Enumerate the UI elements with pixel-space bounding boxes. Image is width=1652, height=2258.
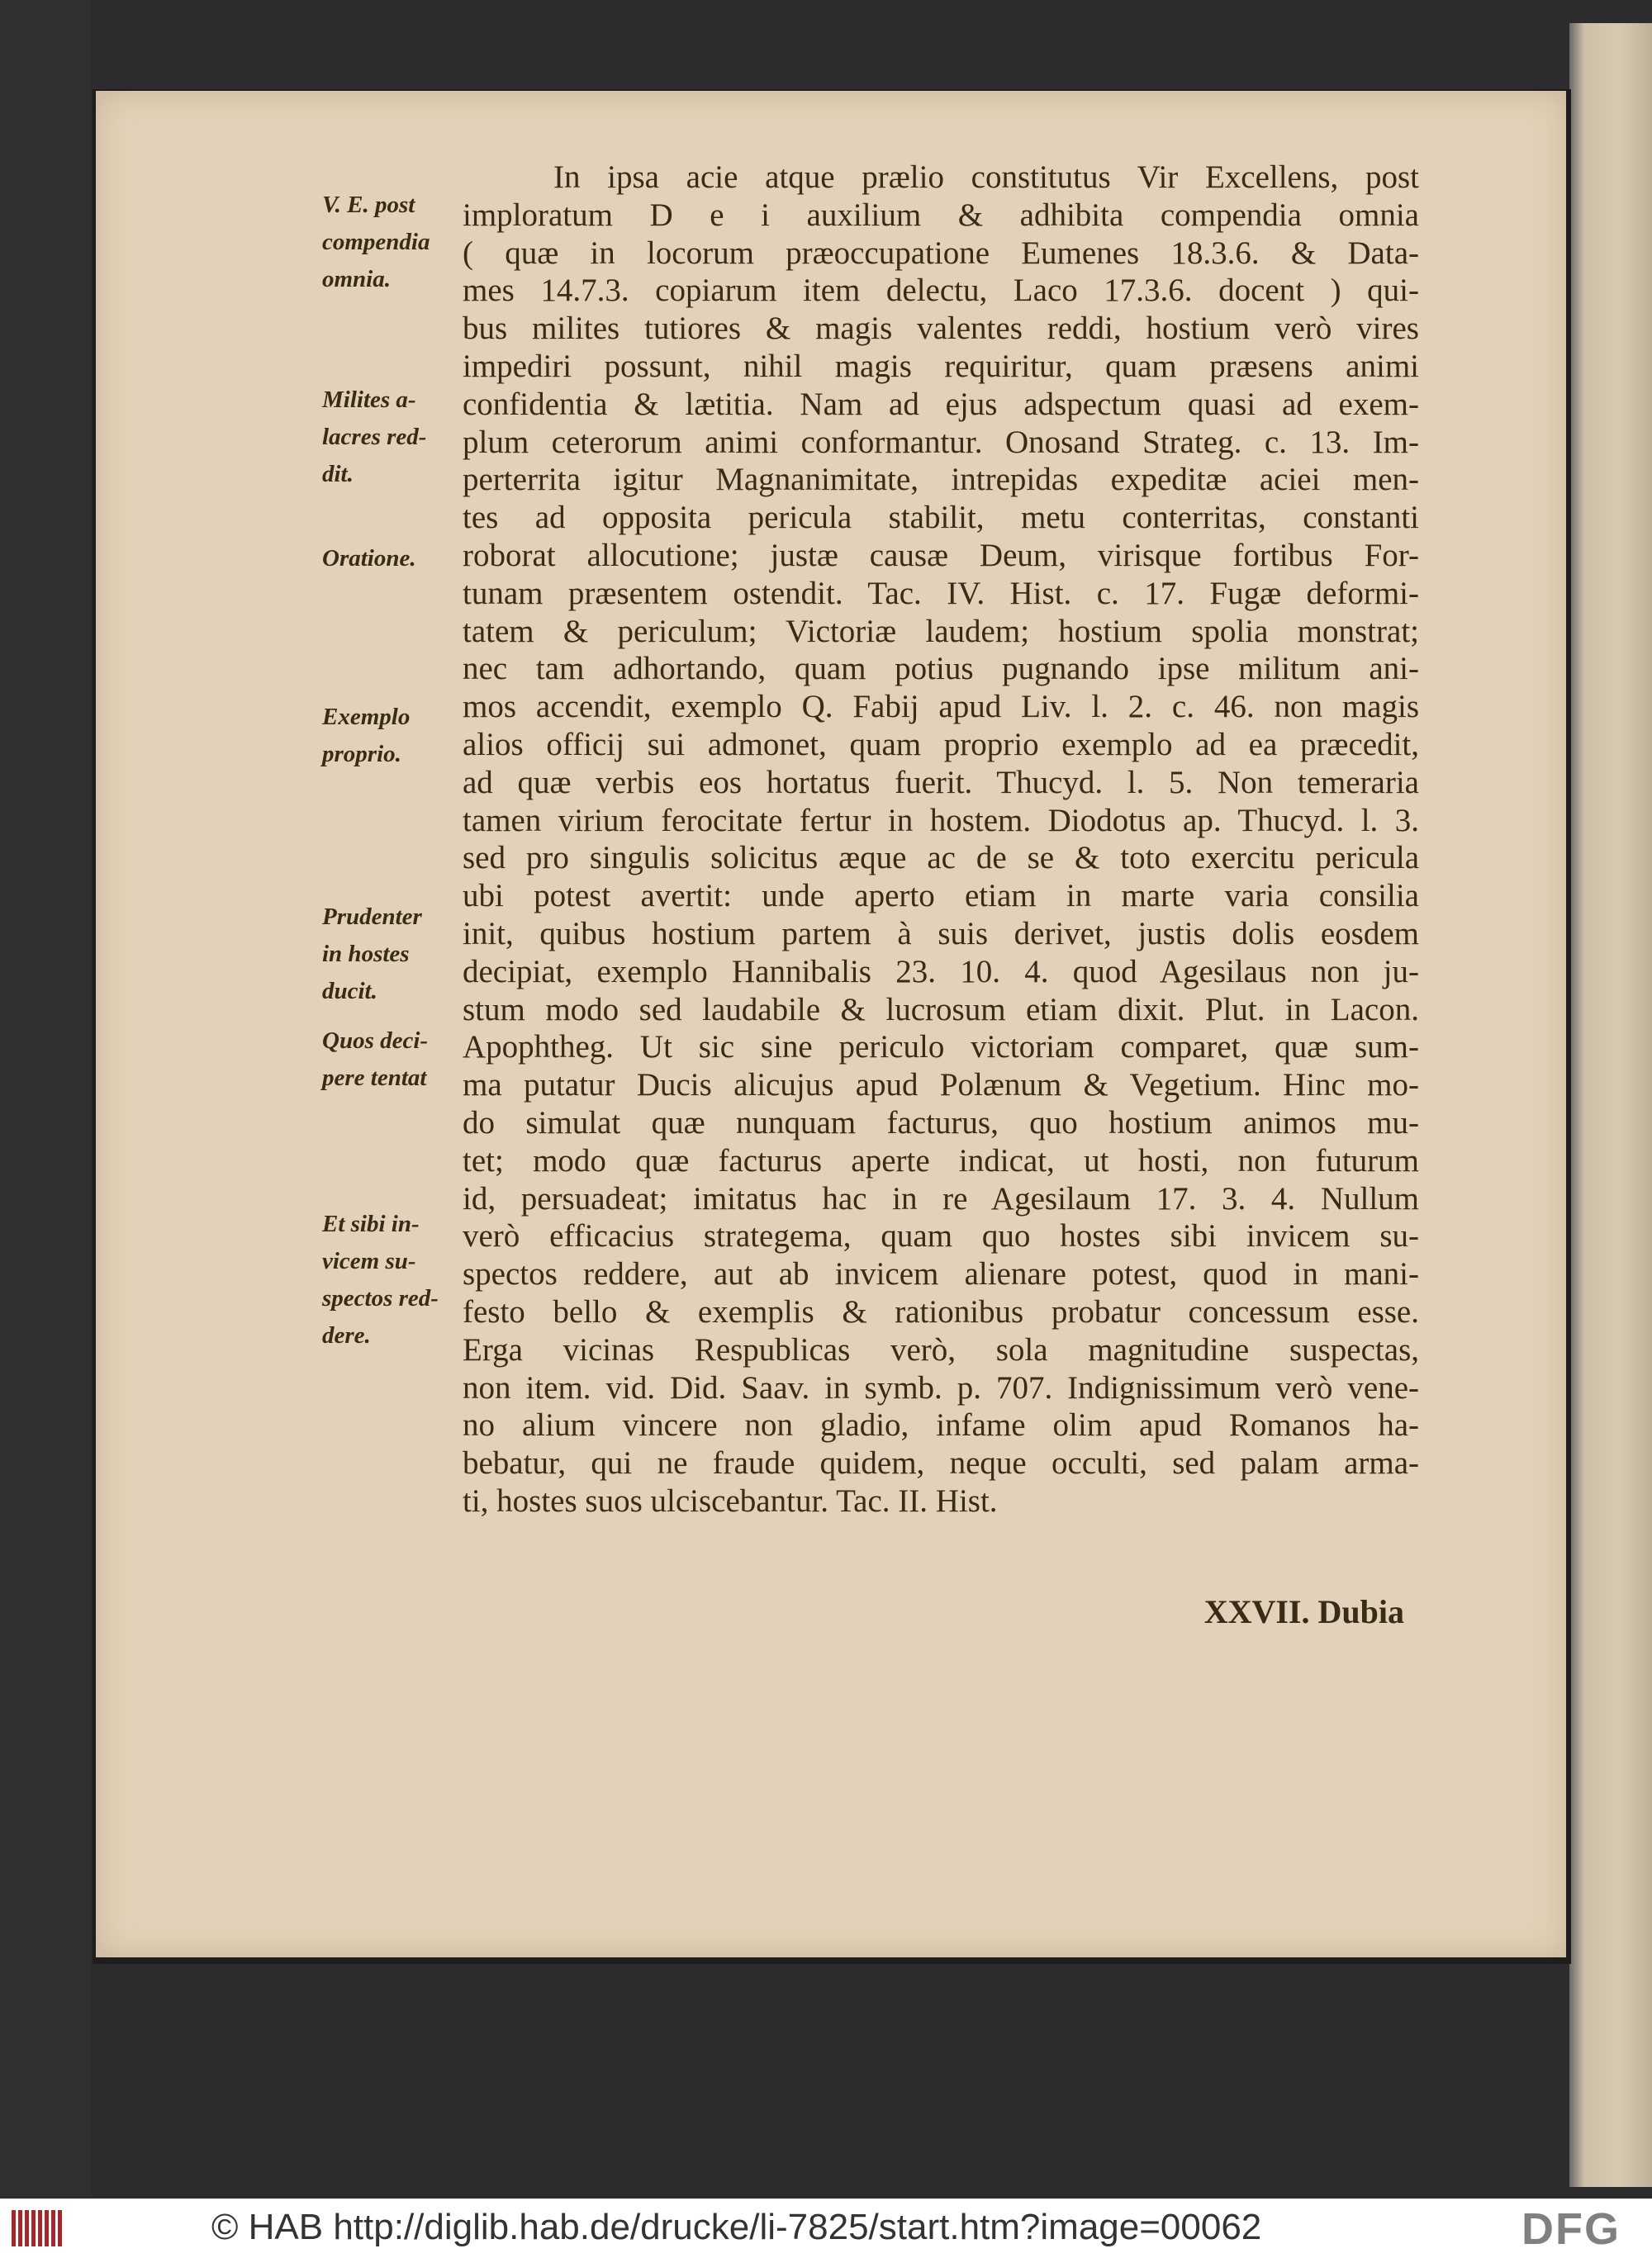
margin-note-line: Oratione.	[322, 545, 416, 572]
margin-note-line: Quos deci-	[322, 1027, 429, 1054]
next-page-edge	[1569, 23, 1652, 2187]
text-line: stum modo sed laudabile & lucrosum etiam dixit. Plut. in Lacon.	[463, 991, 1419, 1027]
text-line: In ipsa acie atque prælio constitutus Vir Excellens, post	[553, 159, 1419, 195]
margin-note-line: lacres red-	[322, 424, 427, 450]
main-text-block	[463, 159, 1419, 1520]
margin-note-line: spectos red-	[322, 1285, 439, 1312]
margin-note-compendia	[322, 187, 430, 298]
text-line: bus milites tutiores & magis valentes reddi, hostium verò vires	[463, 311, 1419, 347]
margin-note-exemplo	[322, 699, 410, 773]
margin-note-milites	[322, 382, 426, 493]
text-line: do simulat quæ nunquam facturus, quo hostium animos mu-	[463, 1104, 1419, 1141]
margin-note-line: in hostes	[322, 941, 410, 967]
text-line: sed pro singulis solicitus æque ac de se & toto exercitu pericula	[463, 840, 1419, 876]
text-line: imploratum D e i auxilium & adhibita compendia omnia	[463, 197, 1419, 233]
margin-note-prudenter	[322, 899, 422, 1010]
margin-note-line: dere.	[322, 1322, 371, 1349]
copyright-link[interactable]: © HAB http://diglib.hab.de/drucke/li-7825/start.htm?image=00062	[211, 2207, 1262, 2247]
text-line: no alium vincere non gladio, infame olim apud Romanos ha-	[463, 1407, 1419, 1444]
margin-note-oratione	[322, 540, 416, 577]
margin-note-line: proprio.	[322, 741, 401, 767]
margin-note-decipere	[322, 1022, 428, 1097]
margin-note-line: omnia.	[322, 266, 391, 292]
dfg-logo: DFG	[1521, 2204, 1621, 2254]
text-line: Erga vicinas Respublicas verò, sola magnitudine suspectas,	[463, 1331, 1419, 1368]
text-line: roborat allocutione; justæ causæ Deum, virisque fortibus For-	[463, 537, 1419, 573]
margin-note-line: Milites a-	[322, 387, 416, 413]
text-line: ad quæ verbis eos hortatus fuerit. Thucyd. l. 5. Non temeraria	[463, 764, 1419, 800]
margin-note-line: V. E. post	[322, 192, 415, 218]
text-line: nec tam adhortando, quam potius pugnando ipse militum ani-	[463, 651, 1419, 687]
text-line: ( quæ in locorum præoccupatione Eumenes 18.3.6. & Data-	[463, 235, 1419, 271]
text-line: init, quibus hostium partem à suis derivet, justis dolis eosdem	[463, 915, 1419, 951]
text-line: confidentia & lætitia. Nam ad ejus adspectum quasi ad exem-	[463, 386, 1419, 422]
catchword: XXVII. Dubia	[1203, 1593, 1404, 1630]
margin-note-line: vicem su-	[322, 1248, 416, 1274]
text-line: tatem & periculum; Victoriæ laudem; hostium spolia monstrat;	[463, 613, 1419, 649]
hab-logo-icon	[12, 2210, 69, 2246]
margin-note-line: Exemplo	[322, 704, 411, 730]
text-line: ma putatur Ducis alicujus apud Polænum & Vegetium. Hinc mo-	[463, 1067, 1419, 1103]
text-line: mes 14.7.3. copiarum item delectu, Laco 17.3.6. docent ) qui-	[463, 273, 1419, 309]
text-line: ti, hostes suos ulciscebantur. Tac. II. Hist.	[463, 1482, 998, 1519]
text-line: festo bello & exemplis & rationibus probatur concessum esse.	[463, 1293, 1419, 1330]
text-line: plum ceterorum animi conformantur. Onosand Strateg. c. 13. Im-	[463, 424, 1419, 460]
margin-note-line: compendia	[322, 229, 430, 255]
scan-board	[0, 0, 91, 2197]
text-line: non item. vid. Did. Saav. in symb. p. 707. Indignissimum verò vene-	[463, 1369, 1419, 1406]
text-line: tet; modo quæ facturus aperte indicat, ut hosti, non futurum	[463, 1142, 1419, 1179]
text-line: impediri possunt, nihil magis requiritur, quam præsens animi	[463, 348, 1419, 384]
text-line: ubi potest avertit: unde aperto etiam in marte varia consilia	[463, 878, 1419, 914]
text-line: id, persuadeat; imitatus hac in re Agesilaum 17. 3. 4. Nullum	[463, 1180, 1419, 1217]
margin-note-line: ducit.	[322, 978, 377, 1004]
text-line: Apophtheg. Ut sic sine periculo victoriam comparet, quæ sum-	[463, 1029, 1419, 1065]
text-line: verò efficacius strategema, quam quo hostes sibi invicem su-	[463, 1218, 1419, 1255]
text-line: bebatur, qui ne fraude quidem, neque occulti, sed palam arma-	[463, 1445, 1419, 1482]
margin-note-line: Prudenter	[322, 904, 422, 930]
margin-note-line: dit.	[322, 461, 354, 487]
text-line: tunam præsentem ostendit. Tac. IV. Hist. c. 17. Fugæ deformi-	[463, 575, 1419, 611]
text-line: decipiat, exemplo Hannibalis 23. 10. 4. quod Agesilaus non ju-	[463, 953, 1419, 989]
margin-note-line: Et sibi in-	[322, 1211, 420, 1237]
text-line: alios officij sui admonet, quam proprio exemplo ad ea præcedit,	[463, 726, 1419, 762]
margin-note-suspectos	[322, 1206, 439, 1354]
text-line: mos accendit, exemplo Q. Fabij apud Liv. l. 2. c. 46. non magis	[463, 689, 1419, 725]
text-line: spectos reddere, aut ab invicem alienare potest, quod in mani-	[463, 1256, 1419, 1293]
text-line: tes ad opposita pericula stabilit, metu conterritas, constanti	[463, 500, 1419, 536]
footer-bar	[0, 2199, 1652, 2258]
margin-note-line: pere tentat	[322, 1065, 427, 1091]
text-line: tamen virium ferocitate fertur in hostem. Diodotus ap. Thucyd. l. 3.	[463, 802, 1419, 838]
text-line: perterrita igitur Magnanimitate, intrepidas expeditæ aciei men-	[463, 462, 1419, 498]
